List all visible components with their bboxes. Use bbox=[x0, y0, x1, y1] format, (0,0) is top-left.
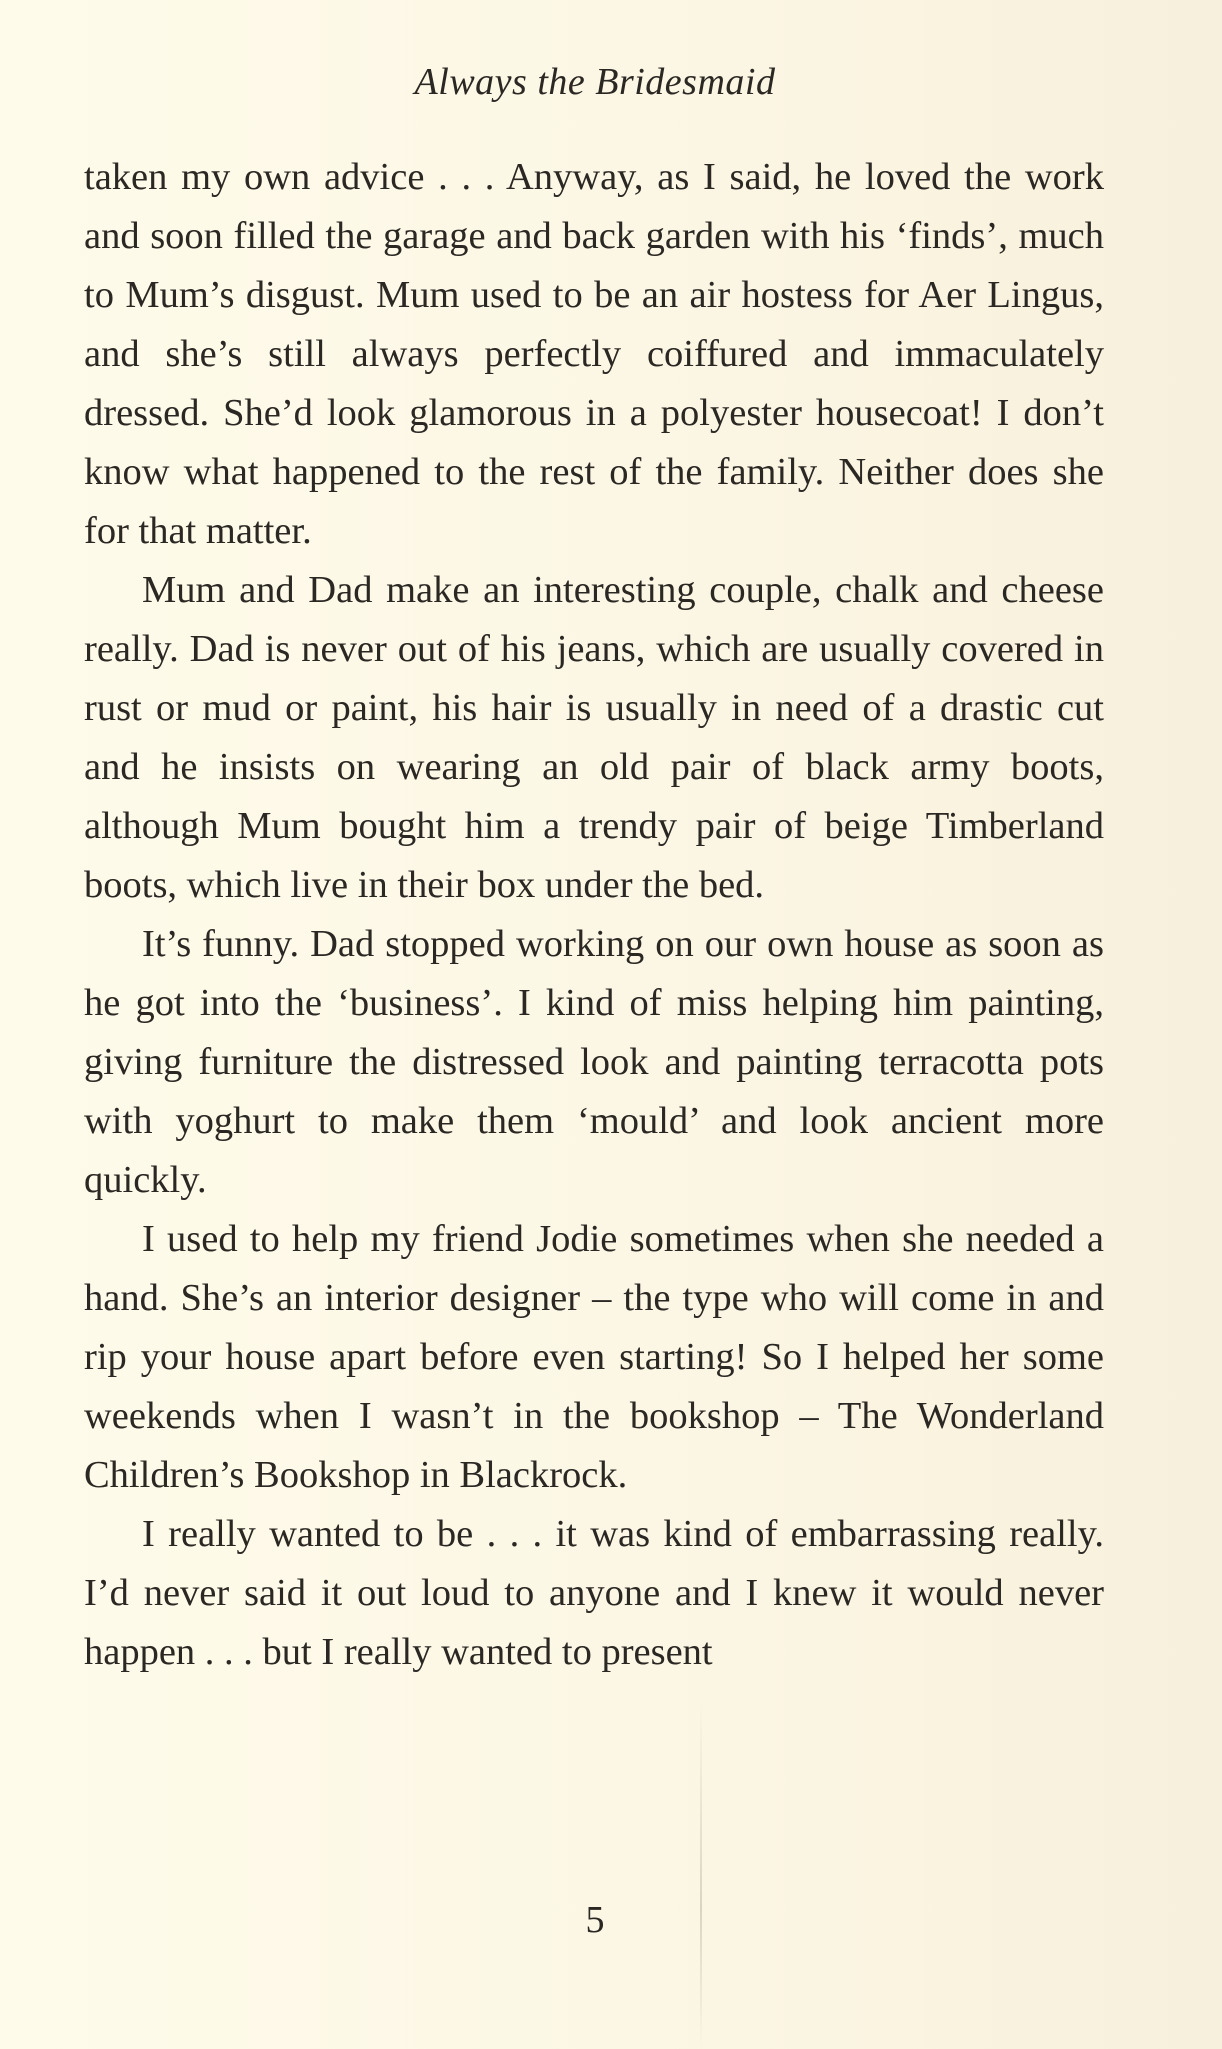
paragraph: taken my own advice . . . Anyway, as I said, he loved the work and soon filled the garage and back garden with his ‘finds’, much to Mum’s disgust. Mum used to be an air hostess for Aer Lingus, and she’s still always perfectly coiffured and immaculately dressed. She’d look glamorous in a polyester housecoat! I don’t know what happened to the rest of the family. Neither does she for that matter. bbox=[84, 156, 1104, 552]
page-crease bbox=[700, 1700, 702, 2049]
paragraph: I really wanted to be . . . it was kind of embarrassing really. I’d never said it out loud to anyone and I knew it would never happen . . . but I really wanted to present bbox=[84, 1513, 1104, 1673]
paragraph: It’s funny. Dad stopped working on our own house as soon as he got into the ‘business’. I kind of miss helping him painting, giving furniture the distressed look and painting terracotta pots with yoghurt to make them ‘mould’ and look ancient more quickly. bbox=[84, 923, 1104, 1201]
paragraph: Mum and Dad make an interesting couple, chalk and cheese really. Dad is never out of his jeans, which are usually covered in rust or mud or paint, his hair is usually in need of a drastic cut and he insists on wearing an old pair of black army boots, although Mum bought him a trendy pair of beige Timberland boots, which live in their box under the bed. bbox=[84, 569, 1104, 906]
paragraph: I used to help my friend Jodie sometimes when she needed a hand. She’s an interior designer – the type who will come in and rip your house apart before even starting! So I helped her some weekends when I wasn’t in the bookshop – The Wonderland Children’s Bookshop in Blackrock. bbox=[84, 1218, 1104, 1496]
page-number: 5 bbox=[585, 1899, 605, 1941]
body-text bbox=[84, 148, 1104, 1682]
running-title: Always the Bridesmaid bbox=[414, 61, 776, 103]
